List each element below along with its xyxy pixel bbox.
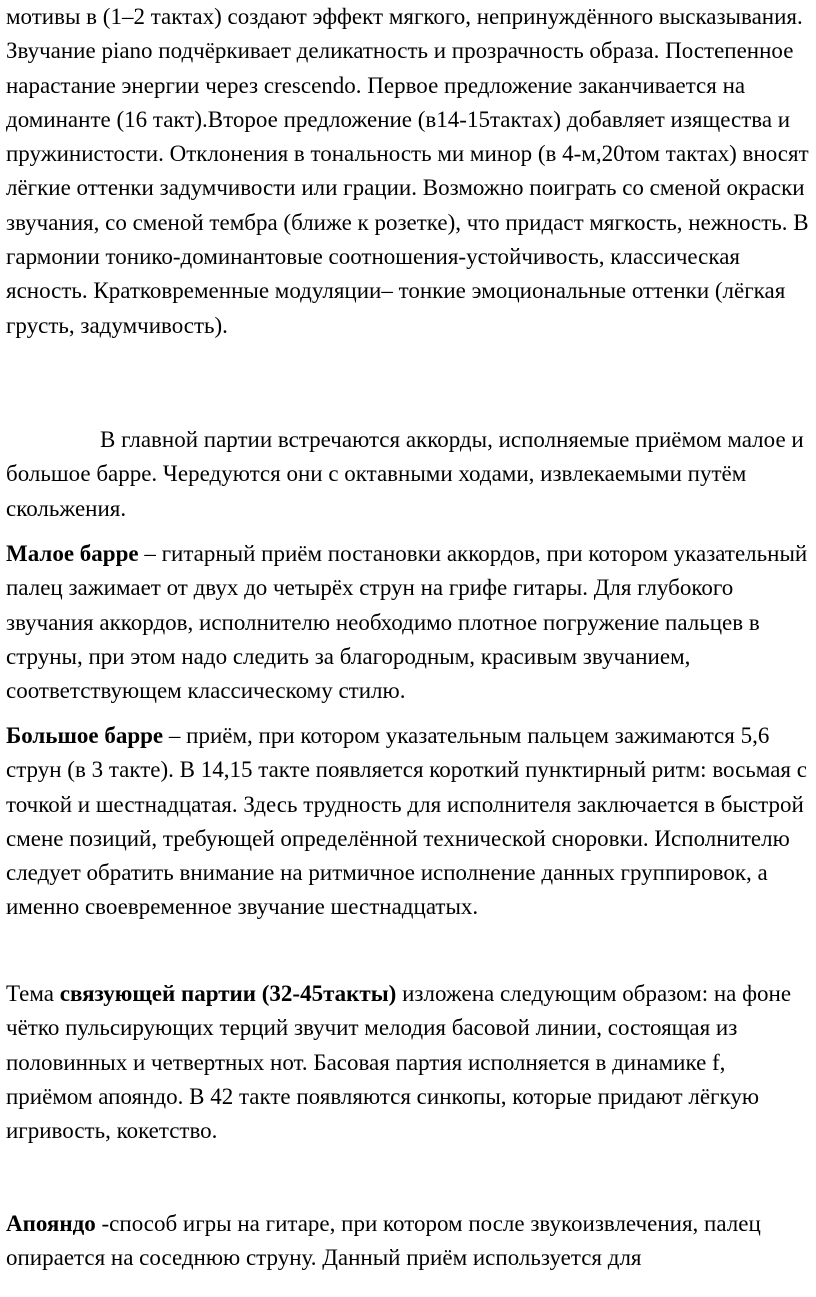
- paragraph-apoyando: [6, 1207, 812, 1276]
- paragraph-transition-part: [6, 977, 812, 1148]
- term-apoyando: Апояндо: [6, 1211, 96, 1236]
- paragraph-phrasing: [6, 0, 812, 343]
- paragraph-small-barre-text: – гитарный приём постановки аккордов, при котором указательный палец зажимает от двух до четырёх струн на грифе гитары. Для глубокого звучания аккордов, исполнителю необходимо плотное погружение пальцев в струны, при этом надо следить за благородным, красивым звучанием, соответствующем классическому стилю.: [6, 541, 808, 704]
- paragraph-main-theme-chords: [6, 423, 812, 526]
- term-large-barre: Большое барре: [6, 723, 164, 748]
- paragraph-main-theme-text: В главной партии встречаются аккорды, исполняемые приёмом малое и большое барре. Чередуются они с октавными ходами, извлекаемыми путём скольжения.: [6, 427, 804, 521]
- paragraph-large-barre: [6, 719, 812, 925]
- paragraph-transition-text: изложена следующим образом: на фоне чётко пульсирующих терций звучит мелодия басовой линии, состоящая из половинных и четвертных нот. Басовая партия исполняется в динамике f, приёмом апояндо. В 42 такте появляются синкопы, которые придают лёгкую игривость, кокетство.: [6, 981, 792, 1144]
- paragraph-phrasing-text: мотивы в (1–2 тактах) создают эффект мягкого, непринуждённого высказывания. Звучание piano подчёркивает деликатность и прозрачность образа. Постепенное нарастание энергии через crescendo. Первое предложение заканчивается на доминанте (16 такт).Второе предложение (в14-15тактах) добавляет изящества и пружинистости. Отклонения в тональность ми минор (в 4-м,20том тактах) вносят лёгкие оттенки задумчивости или грации. Возможно поиграть со сменой окраски звучания, со сменой тембра (ближе к розетке), что придаст мягкость, нежность. В гармонии тонико-доминантовые соотношения-устойчивость, классическая ясность. Кратковременные модуляции– тонкие эмоциональные оттенки (лёгкая грусть, задумчивость).: [6, 4, 809, 338]
- paragraph-apoyando-text: -способ игры на гитаре, при котором после звукоизвлечения, палец опирается на соседнюю струну. Данный приём используется для: [6, 1211, 761, 1271]
- term-small-barre: Малое барре: [6, 541, 139, 566]
- paragraph-large-barre-text: – приём, при котором указательным пальцем зажимаются 5,6 струн (в 3 такте). В 14,15 такте появляется короткий пунктирный ритм: восьмая с точкой и шестнадцатая. Здесь трудность для исполнителя заключается в быстрой смене позиций, требующей определённой технической сноровки. Исполнителю следует обратить внимание на ритмичное исполнение данных группировок, а именно своевременное звучание шестнадцатых.: [6, 723, 807, 920]
- paragraph-transition-lead: Тема: [6, 981, 60, 1006]
- paragraph-small-barre: [6, 537, 812, 708]
- term-transition-part: связующей партии (32-45такты): [59, 981, 397, 1006]
